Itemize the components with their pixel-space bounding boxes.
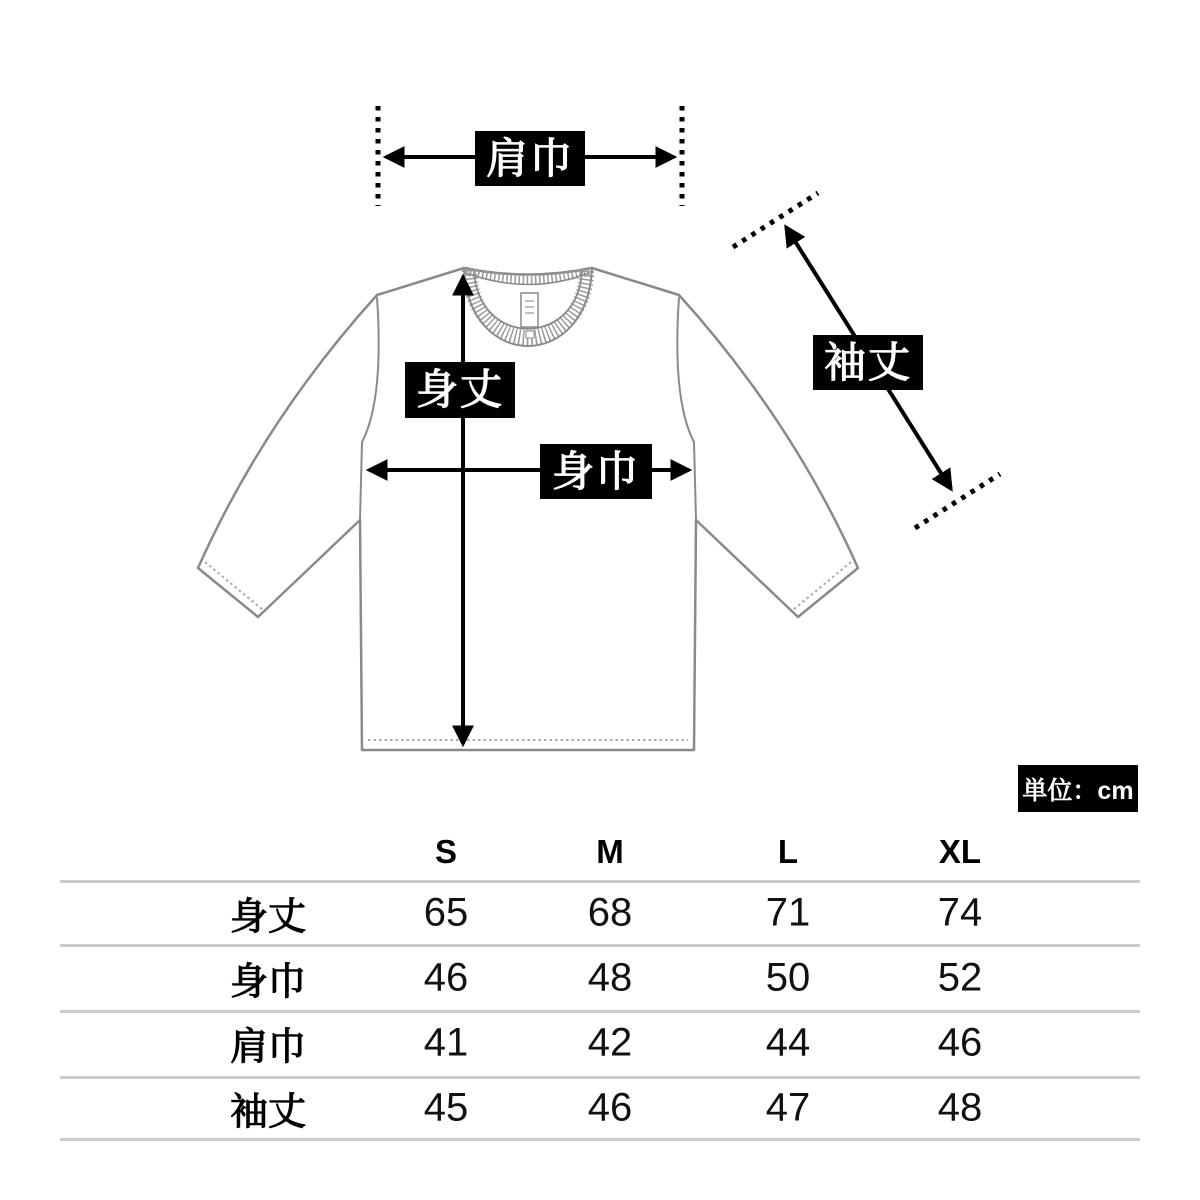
cell-body-width-m: 48	[587, 955, 633, 1000]
cell-sleeve-length-s: 45	[423, 1085, 469, 1130]
body-width-label: 身巾	[540, 444, 652, 499]
column-header-m: M	[596, 833, 624, 870]
table-divider	[60, 1010, 1140, 1013]
sleeve-guide-bottom	[915, 474, 1000, 528]
sleeve-guide-top	[733, 193, 818, 247]
table-divider	[60, 1138, 1140, 1141]
table-divider	[60, 944, 1140, 947]
body-length-label: 身丈	[405, 362, 515, 418]
cell-body-length-l: 71	[765, 890, 811, 935]
unit-badge: 単位：cm	[1018, 765, 1138, 812]
cell-body-width-l: 50	[765, 955, 811, 1000]
table-divider	[60, 1076, 1140, 1079]
cell-sleeve-length-l: 47	[765, 1085, 811, 1130]
row-label-body-width: 身巾	[229, 961, 307, 1004]
row-label-shoulder-width: 肩巾	[229, 1026, 307, 1069]
column-header-l: L	[777, 833, 799, 870]
cell-sleeve-length-m: 46	[587, 1085, 633, 1130]
cell-body-width-xl: 52	[937, 955, 983, 1000]
column-header-s: S	[434, 833, 458, 870]
cell-body-width-s: 46	[423, 955, 469, 1000]
cell-shoulder-width-s: 41	[423, 1020, 469, 1065]
cell-body-length-s: 65	[423, 890, 469, 935]
sleeve-length-label: 袖丈	[813, 335, 923, 390]
cell-sleeve-length-xl: 48	[937, 1085, 983, 1130]
row-label-sleeve-length: 袖丈	[229, 1091, 307, 1134]
cell-shoulder-width-xl: 46	[937, 1020, 983, 1065]
cell-body-length-m: 68	[587, 890, 633, 935]
neck-tag	[521, 293, 538, 327]
cell-shoulder-width-m: 42	[587, 1020, 633, 1065]
cell-body-length-xl: 74	[937, 890, 983, 935]
table-divider	[60, 880, 1140, 883]
cell-shoulder-width-l: 44	[765, 1020, 811, 1065]
neck-tag-small	[526, 331, 534, 338]
column-header-xl: XL	[938, 833, 982, 870]
row-label-body-length: 身丈	[229, 896, 307, 939]
shoulder-width-label: 肩巾	[475, 131, 585, 186]
